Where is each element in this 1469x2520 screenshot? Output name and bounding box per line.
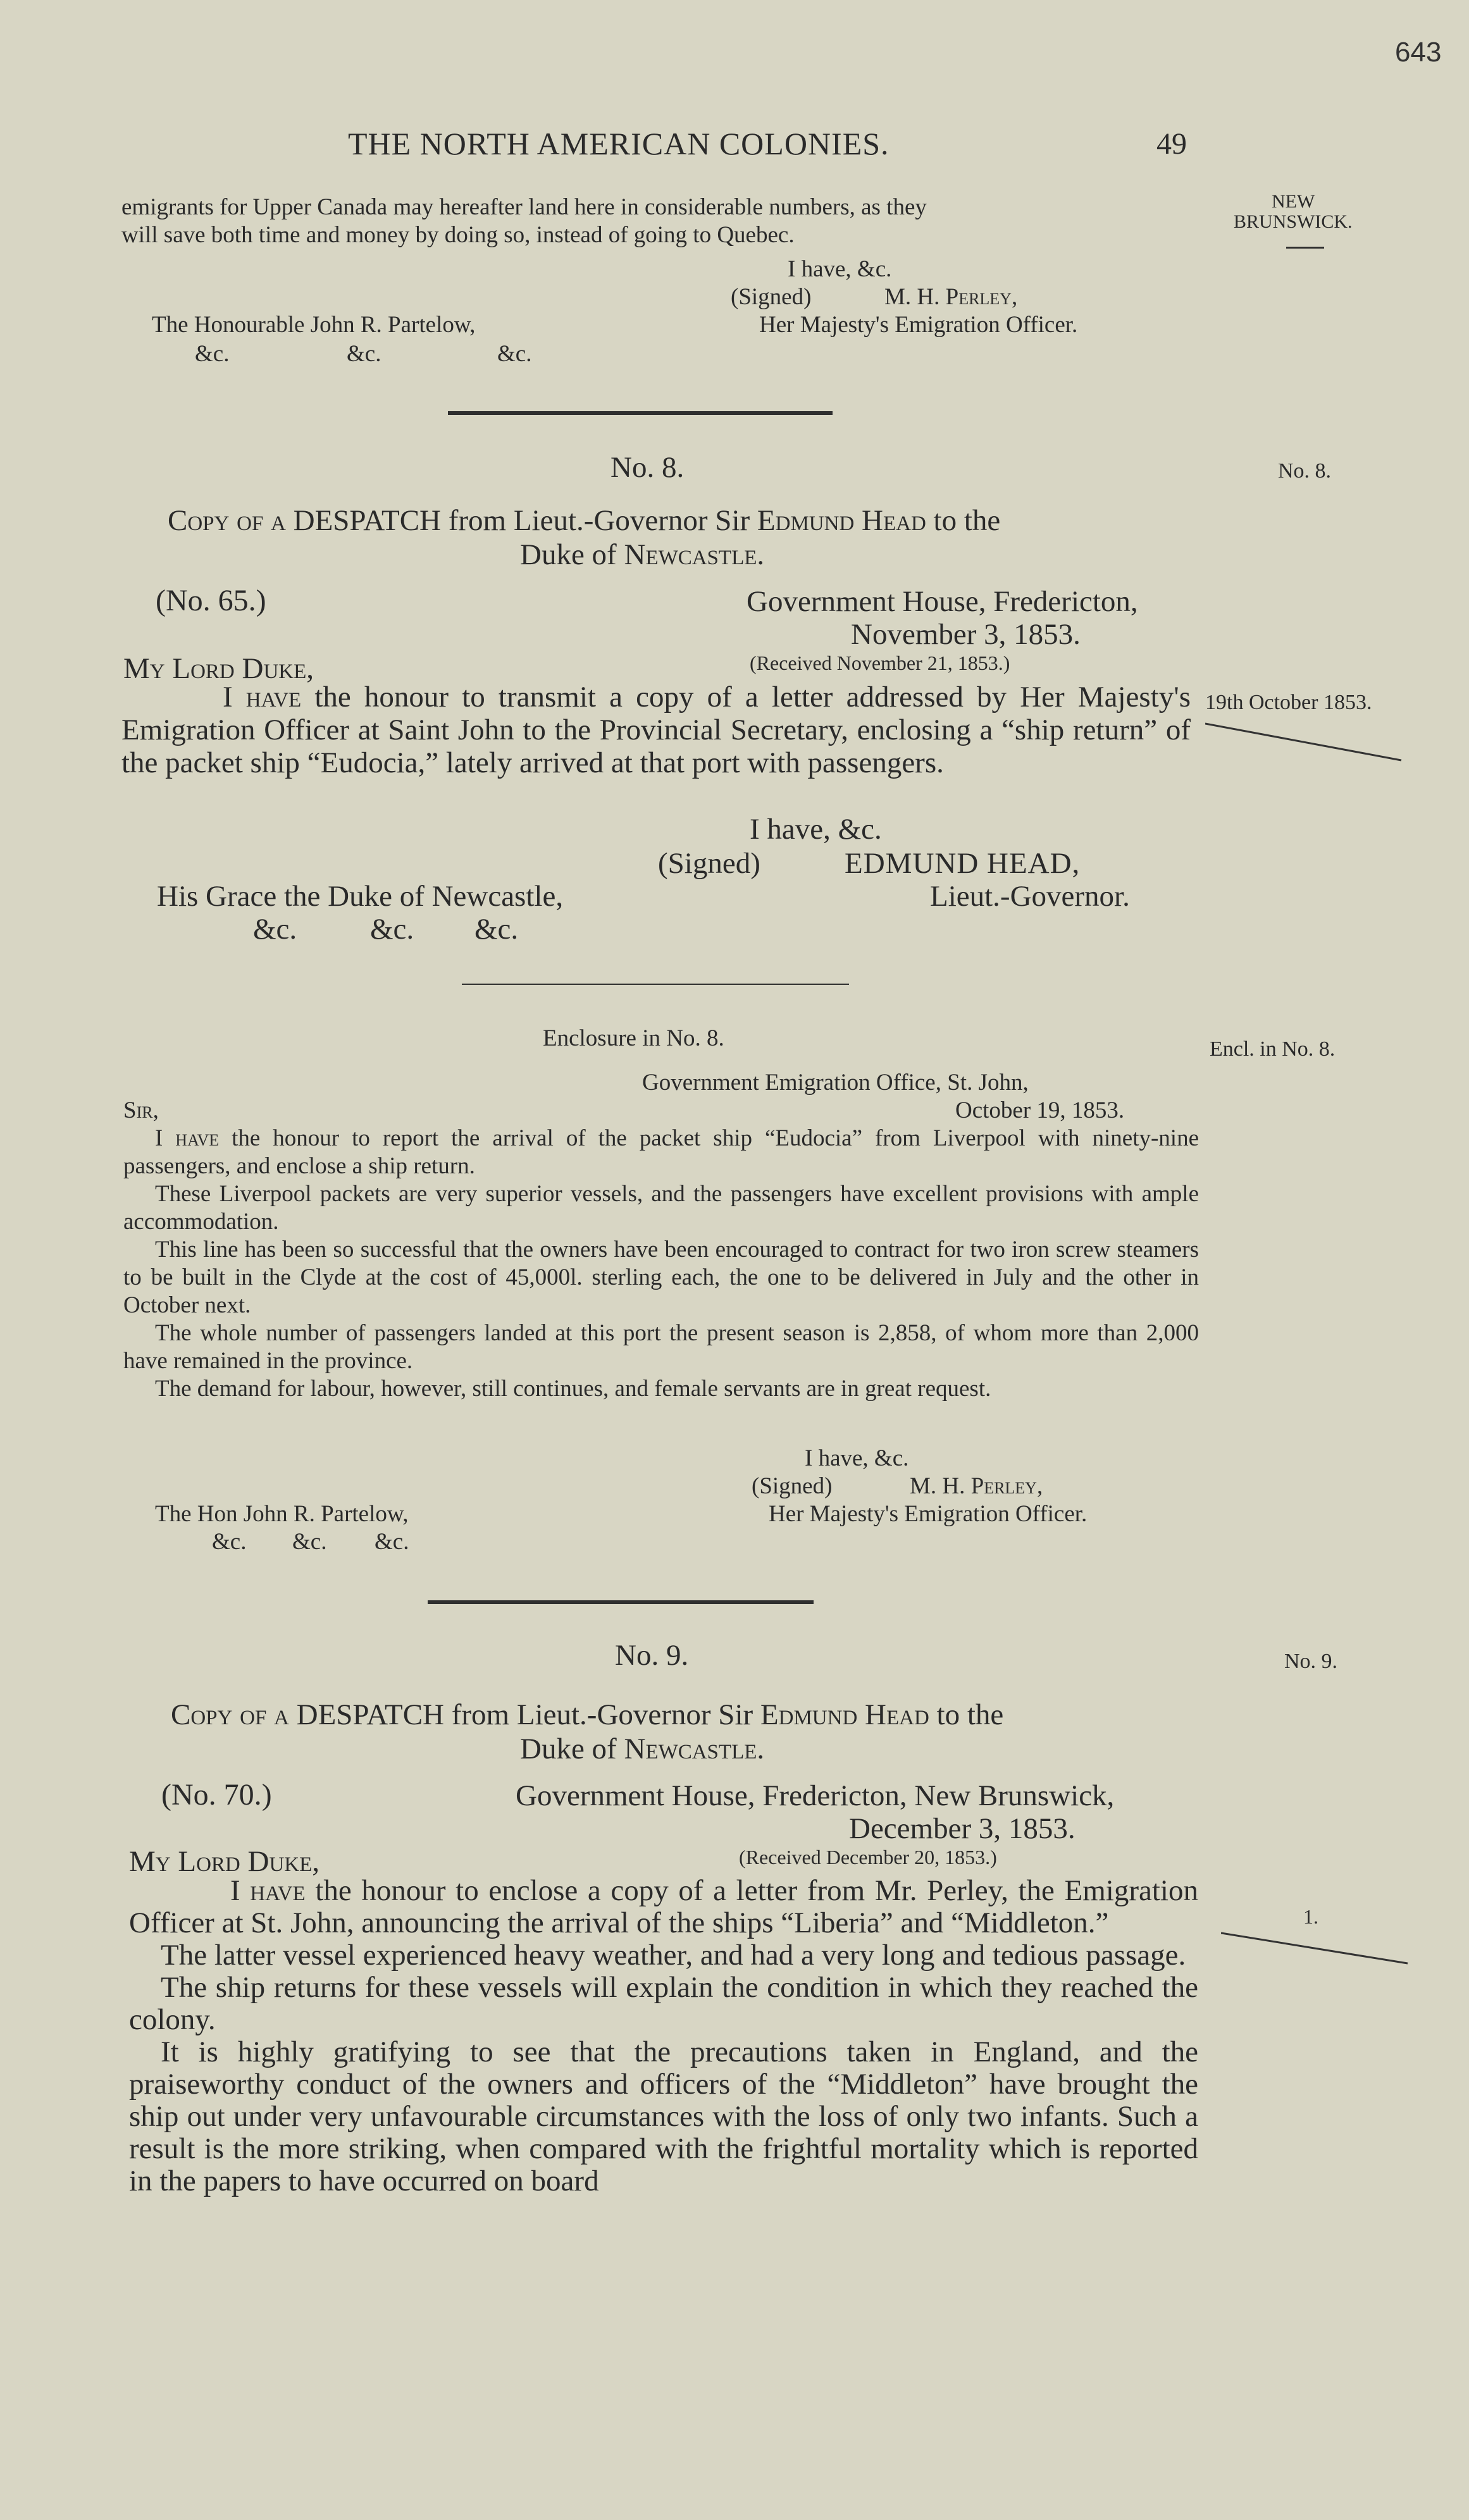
- no8-title-duke: Duke of: [520, 538, 624, 571]
- no9-title-despatch: DESPATCH: [296, 1698, 444, 1731]
- enclosure-p4: The whole number of passengers landed at this port the present season is 2,858, of whom more than 2,000 have remained in the province.: [123, 1320, 1199, 1374]
- enclosure-signer-title: Her Majesty's Emigration Officer.: [769, 1501, 1088, 1527]
- no8-body-lead: I have: [223, 681, 302, 713]
- margin-no8-pointer-line: [1205, 721, 1408, 765]
- no9-received: (Received December 20, 1853.): [739, 1846, 997, 1868]
- no9-title-newcastle: Newcastle.: [624, 1732, 765, 1765]
- top-letter-closing: I have, &c.: [788, 256, 892, 282]
- top-letter-signer-title: Her Majesty's Emigration Officer.: [759, 312, 1078, 338]
- running-header-title: THE NORTH AMERICAN COLONIES.: [348, 126, 889, 161]
- top-letter-signer: M. H. Perley,: [884, 284, 1018, 310]
- no9-title-duke: Duke of: [520, 1732, 624, 1765]
- margin-province-line1: NEW: [1272, 191, 1315, 212]
- no9-place: Government House, Fredericton, New Brunswick,: [516, 1779, 1115, 1812]
- no8-heading: No. 8.: [611, 451, 685, 484]
- enclosure-etc-3: &c.: [375, 1529, 409, 1555]
- no8-addressee: His Grace the Duke of Newcastle,: [157, 880, 564, 913]
- enclosure-p5: The demand for labour, however, still continues, and female servants are in great request.: [155, 1376, 991, 1402]
- no8-etc-1: &c.: [253, 913, 297, 946]
- enclosure-place: Government Emigration Office, St. John,: [642, 1070, 1029, 1096]
- enclosure-etc-1: &c.: [212, 1529, 247, 1555]
- no8-title-line2: [520, 538, 764, 572]
- section-divider-thick: [448, 411, 833, 415]
- enclosure-p1-lead: I have: [155, 1125, 220, 1151]
- enclosure-addressee: The Hon John R. Partelow,: [155, 1501, 409, 1527]
- no8-place: Government House, Fredericton,: [747, 585, 1138, 618]
- no8-title-tothe: to the: [926, 504, 1001, 537]
- enclosure-date: October 19, 1853.: [955, 1097, 1125, 1123]
- enclosure-signed: (Signed): [752, 1473, 833, 1499]
- margin-no9-ref: 1.: [1303, 1905, 1318, 1928]
- no9-p3: The ship returns for these vessels will explain the condition in which they reached the colony.: [129, 1971, 1198, 2036]
- top-letter-etc-2: &c.: [347, 341, 381, 367]
- running-header-number: 49: [1156, 127, 1187, 161]
- no9-p1-lead: I have: [230, 1874, 306, 1907]
- no8-number: (No. 65.): [156, 584, 266, 617]
- no9-salutation: My Lord Duke,: [129, 1845, 320, 1878]
- enclosure-heading: Enclosure in No. 8.: [543, 1025, 724, 1051]
- no8-closing: I have, &c.: [750, 813, 882, 846]
- no9-body: [129, 1875, 1198, 2197]
- top-letter-etc-3: &c.: [497, 341, 532, 367]
- no8-body: [121, 681, 1191, 779]
- no8-received: (Received November 21, 1853.): [750, 652, 1010, 674]
- top-letter-etc-1: &c.: [195, 341, 230, 367]
- no9-heading: No. 9.: [615, 1639, 689, 1672]
- no8-title-head: Edmund Head: [757, 504, 926, 537]
- no9-title-head: Edmund Head: [760, 1698, 929, 1731]
- no8-title-newcastle: Newcastle.: [624, 538, 765, 571]
- top-letter-signed: (Signed): [731, 284, 812, 310]
- no8-etc-3: &c.: [474, 913, 519, 946]
- no9-title-from: from Lieut.-Governor Sir: [444, 1698, 760, 1731]
- no8-body-text: the honour to transmit a copy of a letter addressed by Her Majesty's Emigration Officer at Saint John to the Provincial Secretary, enclosing a “ship return” of the packet ship “Eudocia,” lately arrived at that port with passengers.: [121, 681, 1191, 779]
- no8-salutation: My Lord Duke,: [123, 652, 314, 685]
- no8-signer-title: Lieut.-Governor.: [930, 880, 1130, 913]
- enclosure-salutation: Sir,: [123, 1097, 159, 1123]
- margin-no8: No. 8.: [1278, 459, 1332, 483]
- no8-title-despatch: DESPATCH: [293, 504, 441, 537]
- margin-no9-pointer-line: [1221, 1930, 1411, 1968]
- enclosure-p3: This line has been so successful that the owners have been encouraged to contract for two iron screw steamers to be built in the Clyde at the cost of 45,000l. sterling each, the one to be delivered in July and the other in October next.: [123, 1237, 1199, 1318]
- page-number: 643: [1395, 37, 1442, 68]
- margin-province-line2: BRUNSWICK.: [1234, 211, 1353, 232]
- enclosure-signer: M. H. Perley,: [910, 1473, 1043, 1499]
- no8-date: November 3, 1853.: [851, 618, 1081, 651]
- no8-etc-2: &c.: [370, 913, 414, 946]
- enclosure-etc-2: &c.: [292, 1529, 327, 1555]
- section-divider-thick-2: [428, 1600, 814, 1604]
- no9-p1-text: the honour to enclose a copy of a letter from Mr. Perley, the Emigration Officer at St. John, announcing the arrival of the ships “Liberia” and “Middleton.”: [129, 1874, 1198, 1939]
- margin-no9: No. 9.: [1284, 1650, 1338, 1673]
- enclosure-p1: [123, 1125, 1199, 1180]
- top-letter-line2: will save both time and money by doing so, instead of going to Quebec.: [121, 222, 795, 248]
- no9-date: December 3, 1853.: [849, 1812, 1075, 1845]
- no8-title-from: from Lieut.-Governor Sir: [441, 504, 757, 537]
- no9-p4: It is highly gratifying to see that the precautions taken in England, and the praiseworthy conduct of the owners and officers of the “Middleton” have brought the ship out under very unfavourable circumstances with the loss of only two infants. Such a result is the more striking, when compared with the frightful mortality which is reported in the papers to have occurred on board: [129, 2035, 1198, 2197]
- enclosure-closing: I have, &c.: [805, 1445, 909, 1471]
- section-divider-thin: [462, 984, 849, 985]
- no9-title-line2: [520, 1732, 764, 1766]
- top-letter-line1: emigrants for Upper Canada may hereafter land here in considerable numbers, as they: [121, 194, 927, 220]
- no9-title-copy: Copy of a: [171, 1698, 297, 1731]
- no9-number: (No. 70.): [161, 1778, 272, 1812]
- enclosure-body: [123, 1125, 1199, 1403]
- no9-title-line1: [171, 1698, 1003, 1732]
- no9-p1: [129, 1875, 1198, 1939]
- margin-province-rule: [1286, 247, 1324, 249]
- margin-no8-date: 19th October 1853.: [1205, 691, 1372, 714]
- enclosure-p1-text: the honour to report the arrival of the packet ship “Eudocia” from Liverpool with ninety-nine passengers, and enclose a ship return.: [123, 1125, 1199, 1179]
- top-letter-addressee: The Honourable John R. Partelow,: [152, 312, 476, 338]
- no8-signer: EDMUND HEAD,: [845, 847, 1081, 880]
- enclosure-p2: These Liverpool packets are very superior vessels, and the passengers have excellent provisions with ample accommodation.: [123, 1181, 1199, 1235]
- margin-encl: Encl. in No. 8.: [1210, 1037, 1336, 1061]
- no8-signed: (Signed): [658, 847, 760, 880]
- no8-title-line1: [168, 503, 1000, 538]
- no9-p2: The latter vessel experienced heavy weather, and had a very long and tedious passage.: [161, 1939, 1186, 1972]
- no9-title-tothe: to the: [929, 1698, 1004, 1731]
- no8-title-copy: Copy of a: [168, 504, 294, 537]
